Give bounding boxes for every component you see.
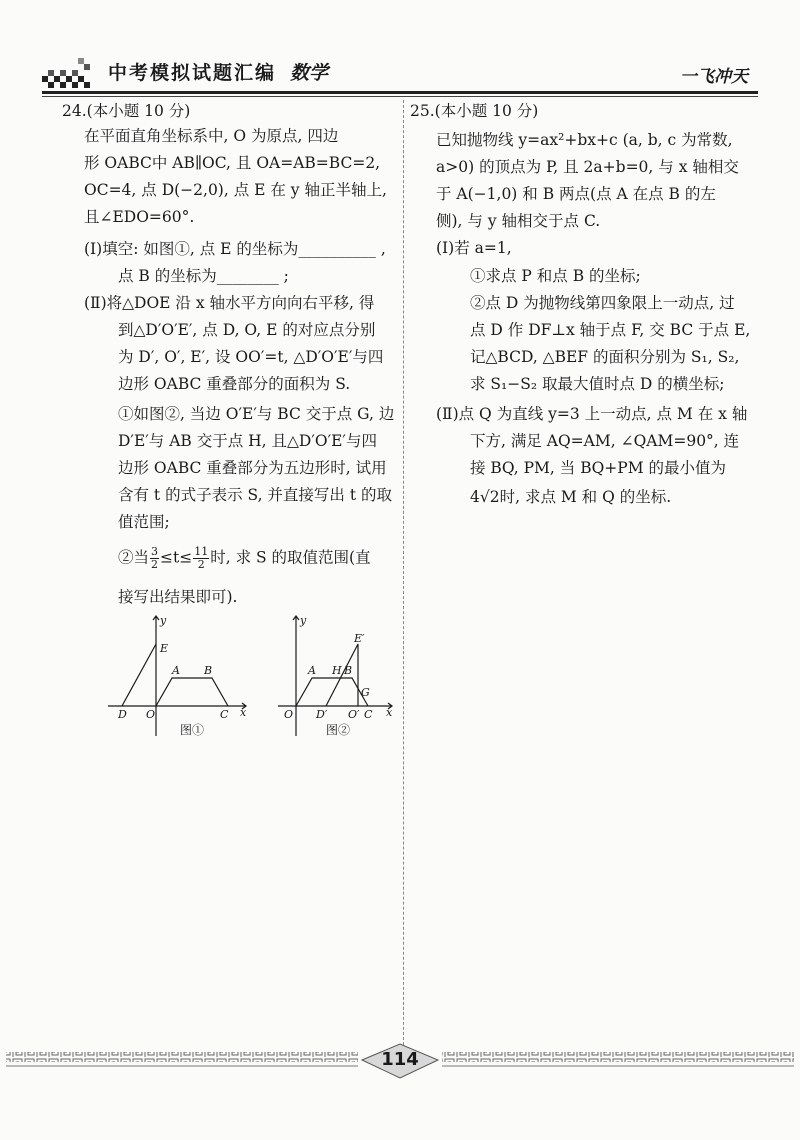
q25-stem-line: 于 A(−1,0) 和 B 两点(点 A 在点 B 的左 <box>436 185 716 203</box>
q24-sub1-line: 值范围; <box>118 513 170 531</box>
q24-figures <box>100 612 400 742</box>
fig1-segment-DE <box>122 644 156 706</box>
q25-stem-line: 侧), 与 y 轴相交于点 C. <box>436 212 601 230</box>
q24-sub2-line <box>118 546 371 571</box>
q25-stem-line: a>0) 的顶点为 P, 且 2a+b=0, 与 x 轴相交 <box>436 158 739 176</box>
fig2-label-y: y <box>300 614 307 627</box>
q24-sub1-line: ①如图②, 当边 O′E′与 BC 交于点 G, 边 <box>118 405 395 423</box>
q24-sub2-pre: ②当 <box>118 548 150 567</box>
q25-part1-item2-line: 点 D 作 DF⊥x 轴于点 F, 交 BC 于点 E, <box>470 321 751 339</box>
header-rule-thin <box>42 96 758 97</box>
q25-part2-line: 下方, 满足 AQ=AM, ∠QAM=90°, 连 <box>470 432 740 450</box>
fraction-denominator: 2 <box>151 558 159 571</box>
fig2-label-A: A <box>308 664 316 677</box>
q24-sub1-line: D′E′与 AB 交于点 H, 且△D′O′E′与四 <box>118 432 377 450</box>
header-rule <box>42 91 758 94</box>
fraction-three-halves <box>150 546 159 571</box>
q24-part2-line: (Ⅱ)将△DOE 沿 x 轴水平方向向右平移, 得 <box>84 294 375 312</box>
fig1-label-D: D <box>118 708 127 721</box>
column-divider <box>403 100 404 1060</box>
fig1-label-x: x <box>240 706 247 719</box>
q25-part1-item1: ①求点 P 和点 B 的坐标; <box>470 267 641 285</box>
fig1-caption: 图① <box>180 723 205 737</box>
fig2-label-H: H <box>332 664 342 677</box>
fig2-label-O: O <box>284 708 294 721</box>
footer-border-left <box>6 1052 358 1062</box>
q24-stem-line: 形 OABC中 AB∥OC, 且 OA=AB=BC=2, <box>84 154 381 172</box>
fig2-label-D2: D′ <box>316 708 328 721</box>
fig1-label-B: B <box>204 664 213 677</box>
q24-part2-line: 为 D′, O′, E′, 设 OO′=t, △D′O′E′与四 <box>118 348 384 366</box>
q25-part1-item2-line: 记△BCD, △BEF 的面积分别为 S₁, S₂, <box>470 348 740 366</box>
q25-heading: 25.(本小题 10 分) <box>410 102 539 120</box>
q24-sub1-line: 边形 OABC 重叠部分为五边形时, 试用 <box>118 459 387 477</box>
q24-part1-line: (Ⅰ)填空: 如图①, 点 E 的坐标为__________ , <box>84 240 386 258</box>
header-subject: 数学 <box>290 62 329 84</box>
q25-part2-line: (Ⅱ)点 Q 为直线 y=3 上一动点, 点 M 在 x 轴 <box>436 405 748 423</box>
q24-sub2-mid: ≤t≤ <box>160 548 193 567</box>
fig2-label-O2: O′ <box>348 708 360 721</box>
q24-part2-line: 边形 OABC 重叠部分的面积为 S. <box>118 375 351 393</box>
q24-stem-line: OC=4, 点 D(−2,0), 点 E 在 y 轴正半轴上, <box>84 181 387 199</box>
q25-part2-line: 接 BQ, PM, 当 BQ+PM 的最小值为 <box>470 459 727 477</box>
q24-stem-line: 在平面直角坐标系中, O 为原点, 四边 <box>84 127 339 145</box>
q25-part2-line: 4√2时, 求点 M 和 Q 的坐标. <box>470 488 672 506</box>
fraction-numerator: 3 <box>151 545 159 558</box>
fig1-label-y: y <box>160 614 167 627</box>
q25-part1-item2-line: ②点 D 为抛物线第四象限上一动点, 过 <box>470 294 735 312</box>
q24-stem-line: 且∠EDO=60°. <box>84 208 195 226</box>
q25-part1-heading: (Ⅰ)若 a=1, <box>436 239 512 257</box>
q24-sub2-line2: 接写出结果即可). <box>118 588 238 606</box>
fig1-label-A: A <box>172 664 180 677</box>
fraction-eleven-halves <box>193 546 209 571</box>
fig2-label-x: x <box>386 706 393 719</box>
q24-sub1-line: 含有 t 的式子表示 S, 并直接写出 t 的取 <box>118 486 393 504</box>
fig2-label-G: G <box>361 686 370 699</box>
fig2-triangle-D2O2E2 <box>326 644 358 706</box>
q25-part1-item2-line: 求 S₁−S₂ 取最大值时点 D 的横坐标; <box>470 375 725 393</box>
fig1-quadrilateral-OABC <box>156 678 228 706</box>
q25-stem-line: 已知抛物线 y=ax²+bx+c (a, b, c 为常数, <box>436 131 733 149</box>
fig2-label-C: C <box>364 708 373 721</box>
header-title: 中考模拟试题汇编 <box>108 62 277 84</box>
header-checker-logo <box>42 58 90 88</box>
page-number: 114 <box>381 1049 419 1070</box>
fig1-label-O: O <box>146 708 156 721</box>
fraction-numerator: 11 <box>194 545 209 558</box>
q24-heading: 24.(本小题 10 分) <box>62 102 191 120</box>
fig2-quadrilateral-OABC <box>296 678 368 706</box>
fig2-label-B: B <box>344 664 353 677</box>
fig2-caption: 图② <box>326 723 351 737</box>
q24-sub2-post: 时, 求 S 的取值范围(直 <box>210 548 371 567</box>
header-brand: 一飞冲天 <box>680 67 748 87</box>
footer-border-right <box>442 1052 794 1062</box>
q24-part1-line: 点 B 的坐标为________ ; <box>118 267 289 285</box>
fig2-label-E2: E′ <box>354 632 365 645</box>
fig1-label-E: E <box>160 642 169 655</box>
fraction-denominator: 2 <box>197 558 205 571</box>
fig1-label-C: C <box>220 708 229 721</box>
q24-part2-line: 到△D′O′E′, 点 D, O, E 的对应点分别 <box>118 321 376 339</box>
